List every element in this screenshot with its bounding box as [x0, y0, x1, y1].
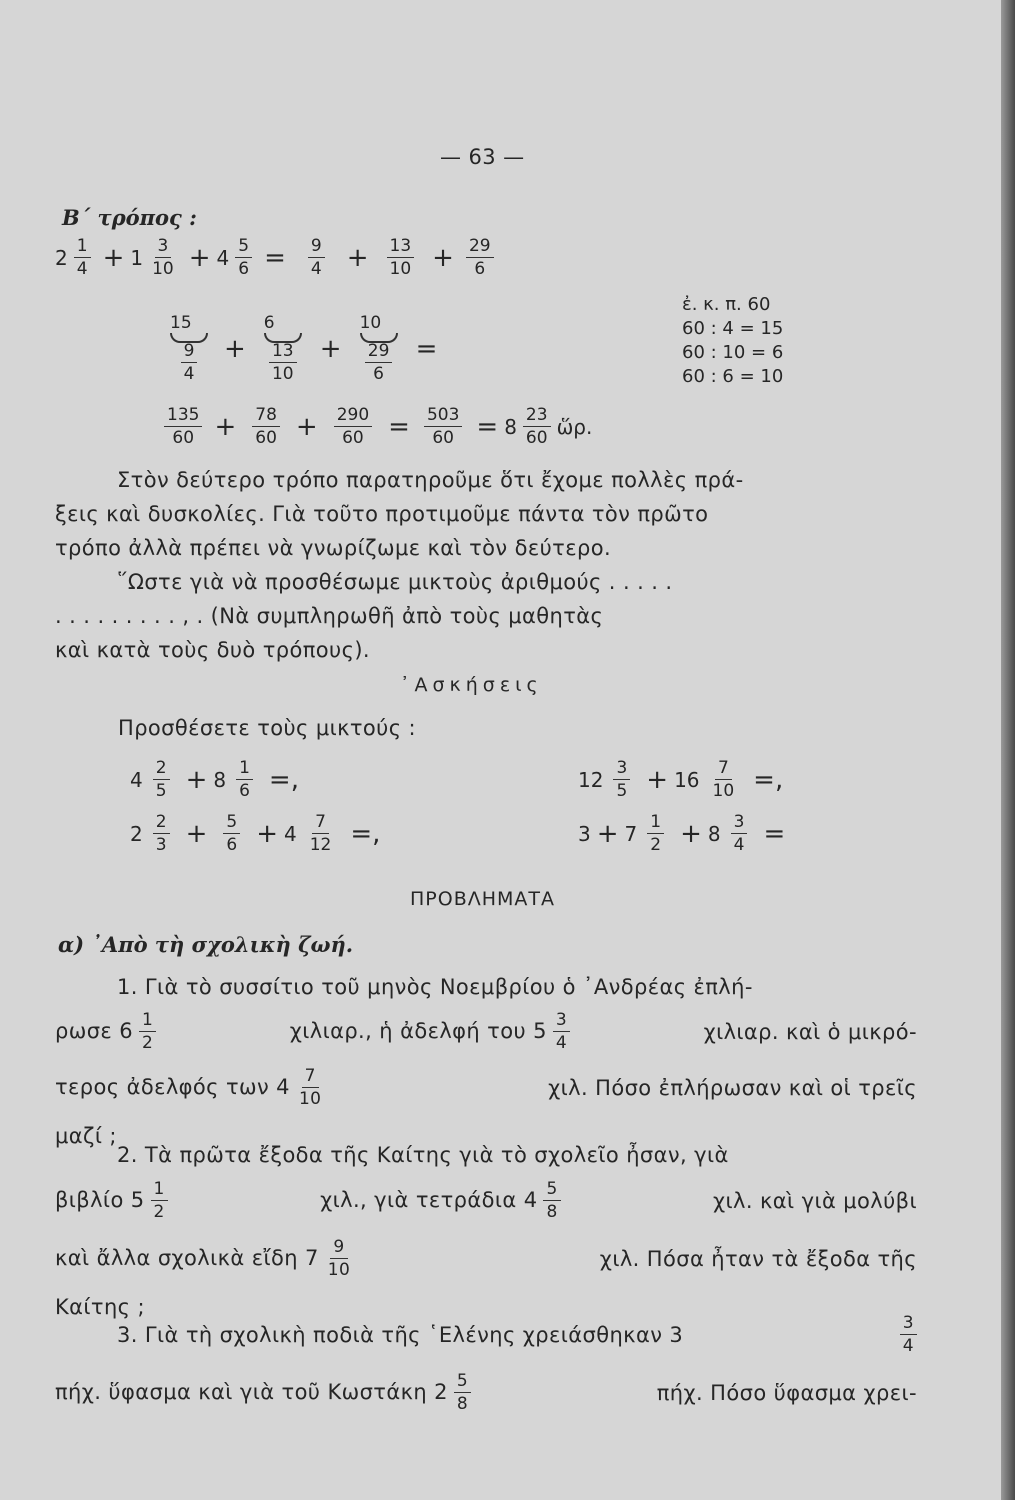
exercise-2: 12 $\frac{3}{5}$ + 16 $\frac{7}{10}$ =,: [578, 758, 784, 801]
denominator: 12: [309, 835, 332, 855]
denominator: 6: [373, 364, 384, 384]
problem-line: [55, 1230, 917, 1288]
denominator: 10: [327, 1260, 351, 1280]
numerator: 503: [424, 407, 462, 427]
numerator: 2: [153, 760, 170, 780]
denominator: 60: [255, 428, 277, 448]
equals-sign: =: [763, 819, 786, 849]
problem-line: 2. Τὰ πρῶτα ἔξοδα τῆς Καίτης γιὰ τὸ σχολεῖο ἦσαν, γιὰ: [117, 1143, 729, 1167]
problem-text: χιλιαρ. καὶ ὁ μικρό-: [703, 1020, 917, 1044]
denominator: 2: [153, 1202, 165, 1222]
equation-line-1: 2 $\frac{1}{4}$ + 1 $\frac{3}{10}$ + 4 $\frac{5}{6}$ = $\frac{9}{4}$ + $\frac{13}{10}$ + $\frac{29}{6}$: [55, 238, 500, 278]
whole-number: 3: [578, 822, 591, 846]
numerator: 3: [553, 1012, 570, 1032]
numerator: 135: [164, 407, 202, 427]
lcm-title: ἐ. κ. π. 60: [682, 294, 771, 315]
equation-line-3: $\frac{135}{60}$ + $\frac{78}{60}$ + $\frac{290}{60}$ = $\frac{503}{60}$ = 8 $\frac{23}{60}$ ὥρ.: [158, 407, 592, 447]
numerator: 29: [365, 343, 393, 363]
denominator: 2: [142, 1033, 154, 1053]
exercise-4: 3 + 7 $\frac{1}{2}$ + 8 $\frac{3}{4}$ =: [578, 812, 786, 855]
problem-text: πήχ. Πόσο ὕφασμα χρει-: [656, 1381, 917, 1405]
denominator: 5: [616, 781, 628, 801]
denominator: 60: [172, 428, 195, 448]
denominator: 4: [733, 835, 745, 855]
problem-line: [55, 1060, 917, 1116]
paragraph-line: Στὸν δεύτερο τρόπο παρατηροῦμε ὅτι ἔχομε πολλὲς πρά-: [117, 468, 744, 492]
problem-line: 1. Γιὰ τὸ συσσίτιο τοῦ μηνὸς Νοεμβρίου ὁ ᾿Ανδρέας ἐπλή-: [117, 975, 753, 999]
equals-sign: =,: [350, 819, 381, 849]
whole-number: 16: [674, 768, 700, 792]
paragraph-line: ξεις καὶ δυσκολίες. Γιὰ τοῦτο προτιμοῦμε πάντα τὸν πρῶτο: [55, 502, 709, 526]
denominator: 60: [432, 428, 454, 448]
denominator: 60: [525, 428, 548, 448]
numerator: 1: [647, 814, 664, 834]
paragraph-line: . . . . . . . . . , . (Νὰ συμπληρωθῆ ἀπὸ τοὺς μαθητὰς: [55, 604, 604, 628]
denominator: 10: [152, 259, 174, 279]
whole-number: 2: [55, 246, 68, 270]
numerator: 23: [523, 407, 551, 427]
denominator: 10: [712, 781, 735, 801]
numerator: 1: [236, 760, 253, 780]
paragraph-line: ῞Ωστε γιὰ νὰ προσθέσωμε μικτοὺς ἀριθμούς . . . . .: [117, 570, 673, 594]
numerator: 13: [387, 238, 415, 258]
denominator: 4: [310, 259, 322, 279]
problem-text: χιλ. Πόσα ἦταν τὰ ἔξοδα τῆς: [599, 1247, 917, 1271]
numerator: 3: [731, 814, 748, 834]
problem-line: [55, 1306, 917, 1364]
lcm-line: 60 : 4 = 15: [682, 318, 784, 339]
whole-number: 2: [130, 822, 143, 846]
lcm-line: 60 : 10 = 6: [682, 342, 784, 363]
problem-text: καὶ ἄλλα σχολικὰ εἴδη 7: [55, 1246, 319, 1270]
problem-2: [55, 1138, 917, 1326]
whole-number: 8: [504, 415, 517, 439]
method-heading: B΄ τρόπος :: [62, 205, 197, 230]
whole-number: 4: [130, 768, 143, 792]
problem-text: χιλ. καὶ γιὰ μολύβι: [713, 1189, 917, 1213]
whole-number: 4: [216, 246, 230, 270]
denominator: 4: [76, 259, 88, 279]
whole-number: 1: [130, 246, 144, 270]
paragraph-line: καὶ κατὰ τοὺς δυὸ τρόπους).: [55, 638, 371, 662]
problem-text: χιλιαρ., ἡ ἀδελφή του 5: [289, 1019, 547, 1043]
exercise-1: 4 $\frac{2}{5}$ + 8 $\frac{1}{6}$ =,: [130, 758, 299, 801]
problem-line: Καίτης ;: [55, 1295, 145, 1319]
denominator: 4: [902, 1336, 914, 1356]
whole-number: 8: [707, 822, 721, 846]
numerator: 3: [155, 238, 172, 258]
page-number: — 63 —: [440, 145, 525, 169]
whole-number: 12: [578, 768, 604, 792]
denominator: 10: [389, 259, 412, 279]
numerator: 7: [312, 814, 329, 834]
numerator: 5: [223, 814, 240, 834]
denominator: 6: [239, 781, 250, 801]
problem-text: πήχ. ὕφασμα καὶ γιὰ τοῦ Κωστάκη 2: [55, 1380, 448, 1404]
denominator: 60: [342, 428, 364, 448]
problem-line: [55, 1364, 917, 1422]
numerator: 3: [900, 1315, 917, 1335]
problem-text: ρωσε 6: [55, 1019, 134, 1043]
numerator: 3: [613, 760, 630, 780]
numerator: 1: [74, 238, 91, 258]
numerator: 78: [252, 407, 280, 427]
numerator: 5: [543, 1181, 560, 1201]
numerator: 5: [454, 1373, 471, 1393]
equals-sign: =,: [753, 765, 784, 795]
problem-text: τερος ἀδελφός των 4: [55, 1075, 290, 1099]
brace-factor: 15: [170, 315, 208, 343]
whole-number: 7: [624, 822, 638, 846]
denominator: 6: [226, 835, 238, 855]
section-heading: α) ᾿Απὸ τὴ σχολικὴ ζωή.: [58, 932, 354, 957]
denominator: 8: [546, 1202, 558, 1222]
denominator: 6: [474, 259, 486, 279]
numerator: 13: [269, 343, 297, 363]
problem-line: [55, 1172, 917, 1230]
denominator: 2: [650, 835, 662, 855]
problem-3: [55, 1306, 917, 1422]
numerator: 2: [153, 814, 170, 834]
exercises-intro: Προσθέσετε τοὺς μικτούς :: [118, 716, 417, 740]
problem-line: μαζί ;: [55, 1124, 117, 1148]
numerator: 1: [151, 1181, 168, 1201]
unit-label: ὥρ.: [556, 415, 593, 439]
problem-text: χιλ. Πόσο ἐπλήρωσαν καὶ οἱ τρεῖς: [548, 1076, 917, 1100]
numerator: 290: [334, 407, 372, 427]
brace-factor: 10: [360, 315, 398, 343]
denominator: 8: [456, 1394, 469, 1414]
problem-1: [55, 970, 917, 1156]
paragraph-conclusion: [55, 565, 917, 667]
equals-sign: =,: [268, 765, 299, 795]
numerator: 9: [330, 1239, 347, 1259]
denominator: 10: [298, 1089, 322, 1109]
problems-heading: ΠΡΟΒΛΗΜΑΤΑ: [410, 888, 556, 910]
numerator: 7: [302, 1068, 319, 1088]
equation-line-2: 15 9 4 + 6 13 10 + 10 29 6 =: [170, 313, 438, 384]
numerator: 1: [139, 1012, 156, 1032]
problem-text: χιλ., γιὰ τετράδια 4: [320, 1188, 538, 1212]
problem-text: βιβλίο 5: [55, 1188, 145, 1212]
denominator: 4: [183, 364, 195, 384]
paragraph-line: τρόπο ἀλλὰ πρέπει νὰ γνωρίζωμε καὶ τὸν δεύτερο.: [55, 536, 612, 560]
numerator: 5: [235, 238, 252, 258]
numerator: 9: [181, 343, 198, 363]
brace-factor: 6: [264, 315, 302, 343]
lcm-line: 60 : 6 = 10: [682, 366, 784, 387]
numerator: 9: [308, 238, 325, 258]
denominator: 3: [155, 835, 167, 855]
page-edge: [1001, 0, 1015, 1500]
denominator: 5: [155, 781, 167, 801]
denominator: 10: [271, 364, 294, 384]
whole-number: 8: [213, 768, 227, 792]
exercise-3: 2 $\frac{2}{3}$ + $\frac{5}{6}$ + 4 $\frac{7}{12}$ =,: [130, 812, 381, 855]
numerator: 7: [715, 760, 732, 780]
whole-number: 4: [283, 822, 297, 846]
lcm-note: [682, 293, 783, 389]
paragraph-explanation: [55, 463, 917, 565]
denominator: 6: [238, 259, 250, 279]
numerator: 29: [466, 238, 494, 258]
exercises-heading: ᾿Ασκήσεις: [400, 674, 543, 696]
problem-line: [55, 1004, 917, 1060]
problem-text: 3. Γιὰ τὴ σχολικὴ ποδιὰ τῆς ῾Ελένης χρειάσθηκαν 3: [117, 1323, 684, 1347]
denominator: 4: [555, 1033, 568, 1053]
